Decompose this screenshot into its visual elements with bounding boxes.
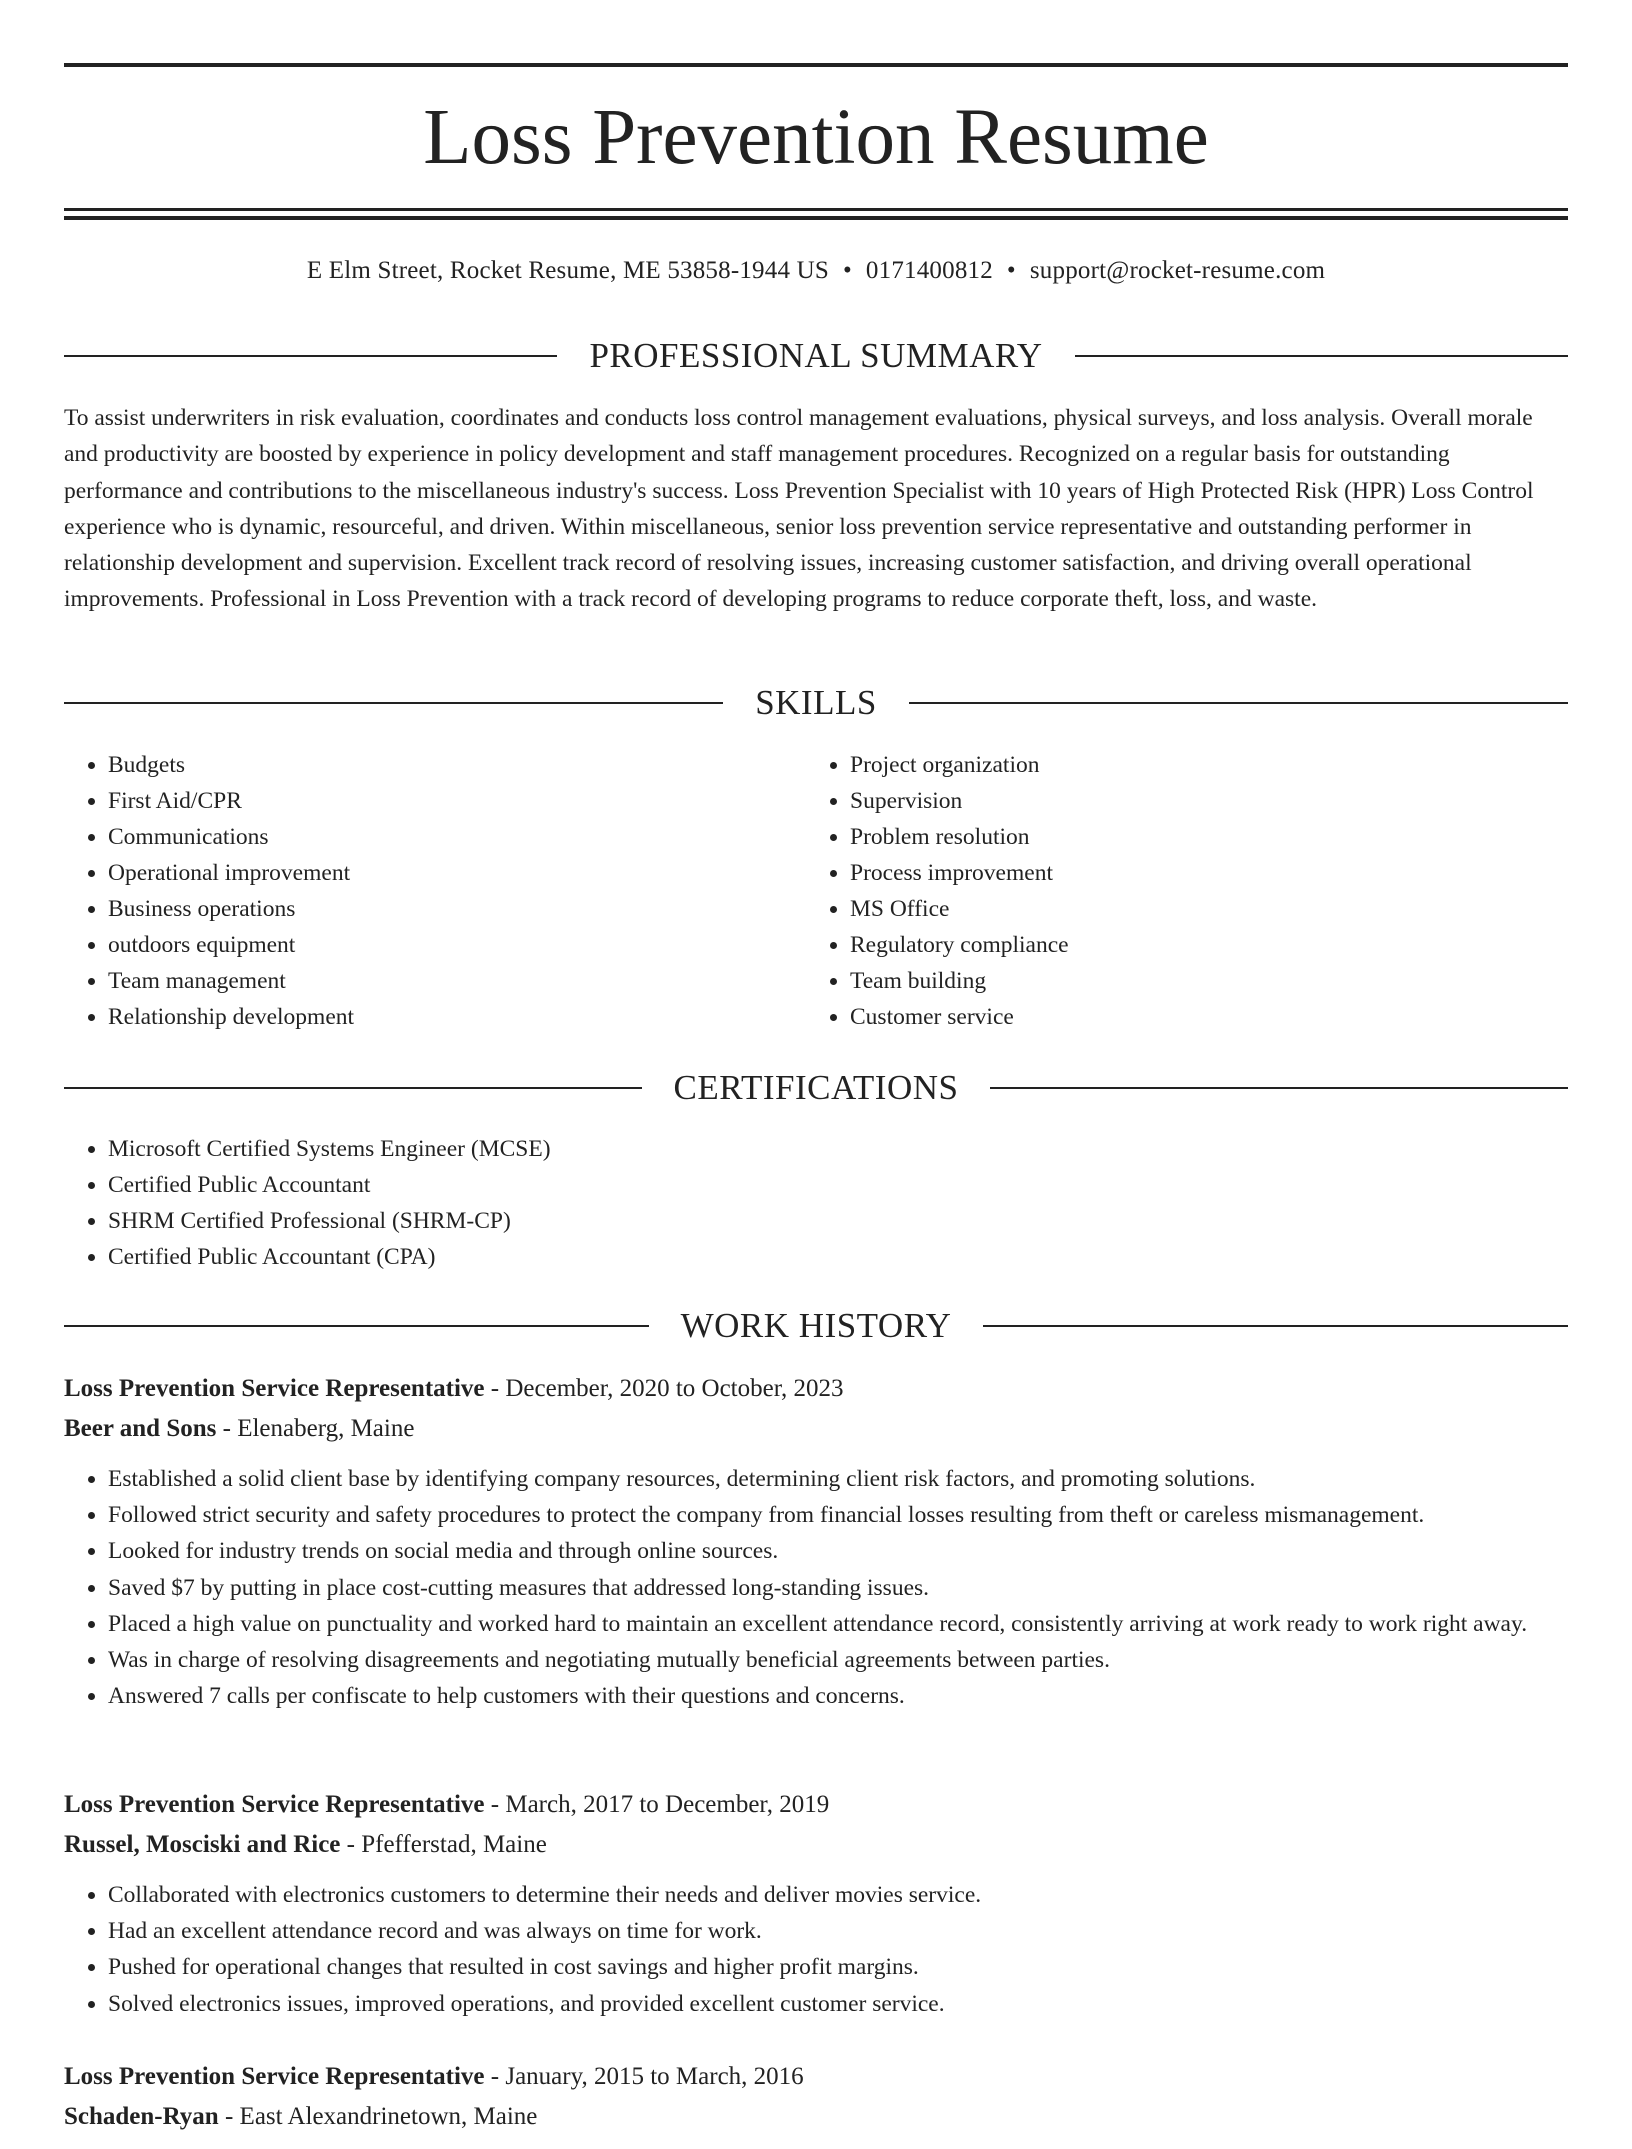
section-rule <box>64 702 723 704</box>
job-title: Loss Prevention Service Representative <box>64 1375 485 1402</box>
section-title: SKILLS <box>755 683 877 722</box>
job-title-line: Loss Prevention Service Representative - December, 2020 to October, 2023 <box>64 1375 844 1402</box>
job-bullet: • Pushed for operational changes that resulted in cost savings and higher profit margins. <box>108 1949 1568 1985</box>
section-rule <box>983 1325 1568 1327</box>
job-entry <box>64 2057 1568 2149</box>
job-title-line: Loss Prevention Service Representative - January, 2015 to March, 2016 <box>64 2063 804 2090</box>
section-title: CERTIFICATIONS <box>673 1068 959 1107</box>
section-rule <box>64 1087 642 1089</box>
skill-item: • Team building <box>850 963 1546 999</box>
job-bullet: • Collaborated with electronics customers to determine their needs and deliver movies service. <box>108 1877 1568 1913</box>
top-rule <box>64 63 1568 67</box>
job-company-line: Beer and Sons - Elenaberg, Maine <box>64 1415 415 1442</box>
section-title: PROFESSIONAL SUMMARY <box>589 336 1043 375</box>
skill-item: • outdoors equipment <box>108 927 804 963</box>
job-bullet: • Solved electronics issues, improved operations, and provided excellent customer service. <box>108 1986 1568 2022</box>
job-bullet: • Was in charge of resolving disagreements and negotiating mutually beneficial agreements between parties. <box>108 1642 1568 1678</box>
certification-item: • Certified Public Accountant <box>108 1167 1568 1203</box>
page-title: Loss Prevention Resume <box>423 94 1209 181</box>
skill-item: • Supervision <box>850 783 1546 819</box>
contact-separator: • <box>842 257 852 284</box>
job-dates: December, 2020 to October, 2023 <box>505 1375 844 1402</box>
skill-item: • Business operations <box>108 891 804 927</box>
skill-item: • First Aid/CPR <box>108 783 804 819</box>
section-rule <box>1075 355 1568 357</box>
title-double-rule <box>64 208 1568 220</box>
job-company-line: Schaden-Ryan - East Alexandrinetown, Maine <box>64 2103 538 2130</box>
certification-item: • Microsoft Certified Systems Engineer (MCSE) <box>108 1131 1568 1167</box>
job-dates: March, 2017 to December, 2019 <box>505 1791 830 1818</box>
certification-item: • SHRM Certified Professional (SHRM-CP) <box>108 1203 1568 1239</box>
skill-item: • Team management <box>108 963 804 999</box>
skill-item: • Communications <box>108 819 804 855</box>
job-bullet: • Placed a high value on punctuality and worked hard to maintain an excellent attendance record, consistently arriving at work ready to work right away. <box>108 1606 1568 1642</box>
job-title-line: Loss Prevention Service Representative - March, 2017 to December, 2019 <box>64 1791 830 1818</box>
certification-item: • Certified Public Accountant (CPA) <box>108 1239 1568 1275</box>
job-bullet: • Had an excellent attendance record and was always on time for work. <box>108 1913 1568 1949</box>
skill-item: • Operational improvement <box>108 855 804 891</box>
skills-column-left <box>64 747 804 1035</box>
contact-separator: • <box>1006 257 1016 284</box>
section-header-skills <box>64 681 1568 725</box>
summary-text: To assist underwriters in risk evaluation, coordinates and conducts loss control management evaluations, physical surveys, and loss analysis. Overall morale and productivity are boosted by experience in policy development and staff management procedures. Recognized on a regular basis for outstanding performance and contributions to the miscellaneous industry's success. Loss Prevention Specialist with 10 years of High Protected Risk (HPR) Loss Control experience who is dynamic, resourceful, and driven. Within miscellaneous, senior loss prevention service representative and outstanding performer in relationship development and supervision. Excellent track record of resolving issues, increasing customer satisfaction, and driving overall operational improvements. Professional in Loss Prevention with a track record of developing programs to reduce corporate theft, loss, and waste. <box>64 405 1534 613</box>
contact-email: support@rocket-resume.com <box>1029 257 1326 284</box>
job-bullet: • Established a solid client base by identifying company resources, determining client risk factors, and promoting solutions. <box>108 1461 1568 1497</box>
job-bullet: • Looked for industry trends on social media and through online sources. <box>108 1533 1568 1569</box>
job-company: Russel, Mosciski and Rice <box>64 1831 341 1858</box>
contact-phone: 0171400812 <box>865 257 993 284</box>
job-dates: January, 2015 to March, 2016 <box>505 2063 804 2090</box>
section-title: WORK HISTORY <box>680 1306 952 1345</box>
job-location: East Alexandrinetown, Maine <box>239 2103 538 2130</box>
certifications-block <box>64 1131 1568 1275</box>
certifications-list <box>64 1131 1568 1275</box>
contact-line <box>64 253 1568 289</box>
job-bullets <box>64 1877 1568 2022</box>
job-entry <box>64 1369 1568 1714</box>
job-bullet: • Answered 7 calls per confiscate to help customers with their questions and concerns. <box>108 1678 1568 1714</box>
contact-address: E Elm Street, Rocket Resume, ME 53858-1944 US <box>306 257 829 284</box>
section-header-certifications <box>64 1066 1568 1110</box>
job-bullets <box>64 1461 1568 1714</box>
skills-list <box>64 747 804 1035</box>
skill-item: • Project organization <box>850 747 1546 783</box>
skill-item: • Relationship development <box>108 999 804 1035</box>
job-company: Schaden-Ryan <box>64 2103 219 2130</box>
skills-list <box>806 747 1546 1035</box>
skill-item: • Customer service <box>850 999 1546 1035</box>
section-rule <box>990 1087 1568 1089</box>
job-company-line: Russel, Mosciski and Rice - Pfefferstad, Maine <box>64 1831 547 1858</box>
section-header-summary <box>64 334 1568 378</box>
job-company: Beer and Sons <box>64 1415 217 1442</box>
section-header-work-history <box>64 1304 1568 1348</box>
skill-item: • Regulatory compliance <box>850 927 1546 963</box>
skills-column-right <box>806 747 1546 1035</box>
job-bullet: • Followed strict security and safety procedures to protect the company from financial losses resulting from theft or careless mismanagement. <box>108 1497 1568 1533</box>
section-rule <box>64 355 557 357</box>
skill-item: • Process improvement <box>850 855 1546 891</box>
skill-item: • Budgets <box>108 747 804 783</box>
job-entry <box>64 1785 1568 2022</box>
job-location: Elenaberg, Maine <box>237 1415 415 1442</box>
section-rule <box>909 702 1568 704</box>
job-title: Loss Prevention Service Representative <box>64 2063 485 2090</box>
job-bullet: • Saved $7 by putting in place cost-cutting measures that addressed long-standing issues. <box>108 1570 1568 1606</box>
skill-item: • MS Office <box>850 891 1546 927</box>
job-location: Pfefferstad, Maine <box>361 1831 547 1858</box>
skill-item: • Problem resolution <box>850 819 1546 855</box>
job-title: Loss Prevention Service Representative <box>64 1791 485 1818</box>
section-rule <box>64 1325 649 1327</box>
